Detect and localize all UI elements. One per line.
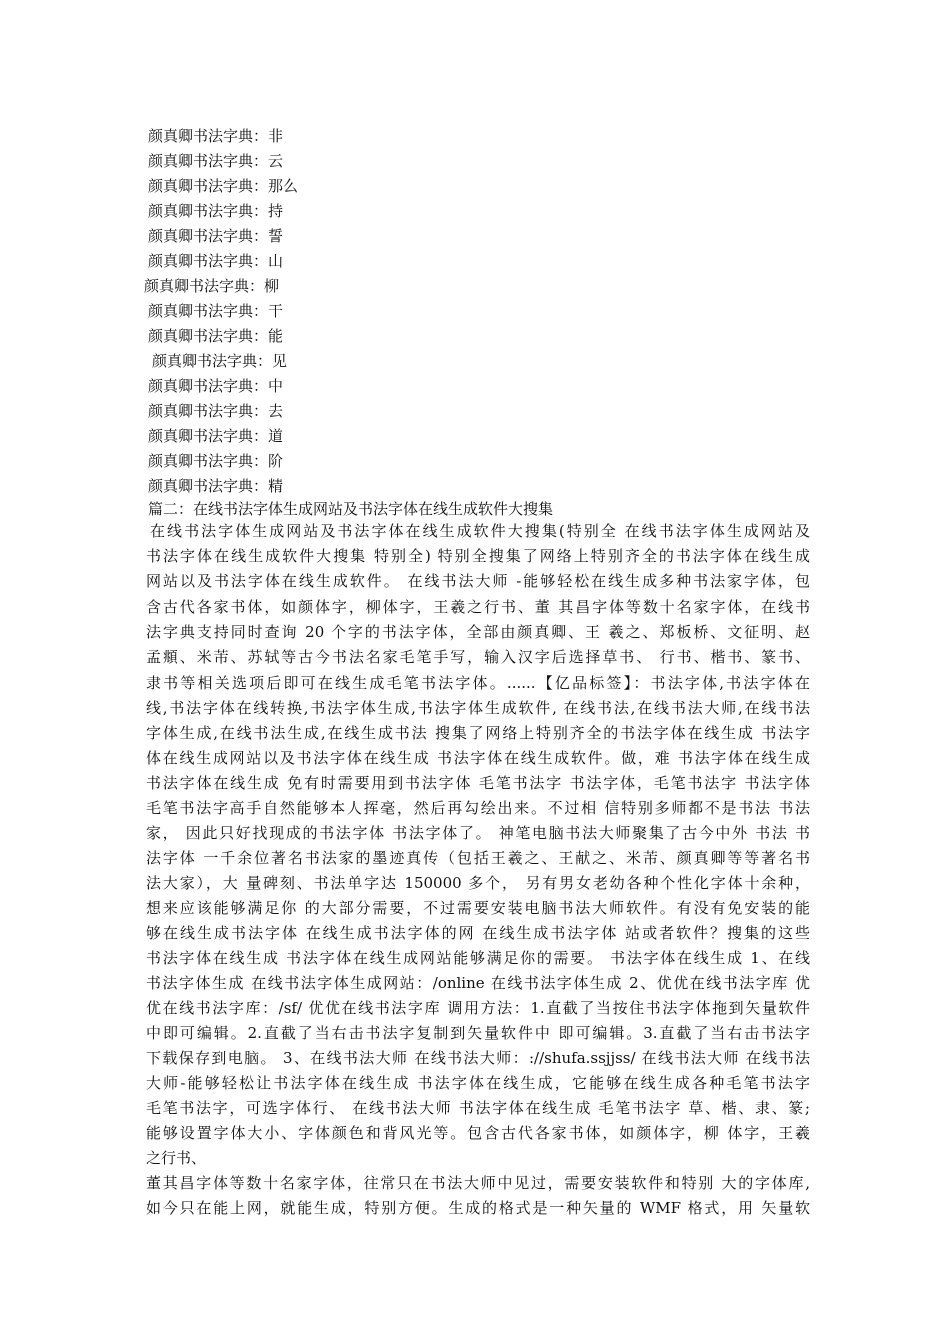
dictionary-entry: 颜真卿书法字典：誓: [148, 227, 284, 245]
body-text-line: 字体生成,在线书法生成,在线生成书法 搜集了网络上特别齐全的书法字体在线生成 书法字: [146, 724, 810, 742]
body-text-line: 书法字体在线生成 书法字体在线生成网站能够满足你的需要。 书法字体在线生成 1、在线: [146, 949, 810, 967]
body-text-line: 想来应该能够满足你 的大部分需要，不过需要安装电脑书法大师软件。有没有免安装的能: [146, 899, 810, 917]
body-text-line: 书法字体在线生成 免有时需要用到书法字体 毛笔书法字 书法字体，毛笔书法字 书法字体: [146, 774, 810, 792]
body-text-line: 优在线书法字库：/sf/ 优优在线书法字库 调用方法：1.直截了当按住书法字体拖到矢量软件: [146, 999, 810, 1017]
body-text-line: 书法字体生成 在线书法字体生成网站：/online 在线书法字体生成 2、优优在线书法字库 优: [146, 974, 810, 992]
dictionary-entry: 颜真卿书法字典：中: [148, 377, 284, 395]
body-text-line: 如今只在能上网，就能生成，特别方便。生成的格式是一种矢量的 WMF 格式，用 矢量软: [146, 1199, 810, 1217]
body-text-line: 下载保存到电脑。 3、在线书法大师 在线书法大师：://shufa.ssjjss/ 在线书法大师 在线书法: [146, 1049, 810, 1067]
body-text-line: 书法字体在线生成软件大搜集 特别全) 特别全搜集了网络上特别齐全的书法字体在线生成: [146, 547, 810, 565]
dictionary-entry: 颜真卿书法字典：去: [148, 402, 284, 420]
body-text-line: 中即可编辑。2.直截了当右击书法字复制到矢量软件中 即可编辑。3.直截了当右击书法字: [146, 1024, 810, 1042]
body-text-line: 法大家），大 量碑刻、书法单字达 150000 多个， 另有男女老幼各种个性化字体十余种，: [146, 874, 810, 892]
body-text-line: 家， 因此只好找现成的书法字体 书法字体了。 神笔电脑书法大师聚集了古今中外 书法 书: [146, 824, 810, 842]
body-text-line: 够在线生成书法字体 在线生成书法字体的网 在线生成书法字体 站或者软件？搜集的这些: [146, 924, 810, 942]
body-text-line: 孟頫、米芾、苏轼等古今书法名家毛笔手写，输入汉字后选择草书、 行书、楷书、篆书、: [146, 648, 810, 666]
body-text-line: 能够设置字体大小、字体颜色和背风光等。包含古代各家书体，如颜体字，柳 体字，王羲: [146, 1124, 810, 1142]
dictionary-entry: 颜真卿书法字典：能: [148, 327, 284, 345]
dictionary-entry: 颜真卿书法字典：道: [148, 427, 284, 445]
body-text-line: 法字体 一千余位著名书法家的墨迹真传（包括王羲之、王献之、米芾、颜真卿等等著名书: [146, 849, 810, 867]
body-text-line: 网站以及书法字体在线生成软件。 在线书法大师 -能够轻松在线生成多种书法家字体，包: [146, 572, 810, 590]
body-text-line: 大师-能够轻松让书法字体在线生成 书法字体在线生成，它能够在线生成各种毛笔书法字: [146, 1074, 810, 1092]
dictionary-entry: 颜真卿书法字典：见: [152, 352, 288, 370]
dictionary-entry: 颜真卿书法字典：非: [148, 127, 284, 145]
dictionary-entry: 颜真卿书法字典：干: [148, 302, 284, 320]
dictionary-entry: 颜真卿书法字典：山: [148, 252, 284, 270]
body-text-line: 线,书法字体在线转换,书法字体生成,书法字体生成软件, 在线书法,在线书法大师,在线书法: [146, 699, 810, 717]
dictionary-entry: 颜真卿书法字典：那么: [148, 177, 299, 195]
body-text-line: 在线书法字体生成网站及书法字体在线生成软件大搜集(特别全 在线书法字体生成网站及: [150, 522, 810, 540]
dictionary-entry: 颜真卿书法字典：阶: [148, 452, 284, 470]
body-text-line: 董其昌字体等数十名家字体，往常只在书法大师中见过，需要安装软件和特别 大的字体库,: [146, 1174, 810, 1192]
body-text-line: 毛笔书法字高手自然能够本人挥毫，然后再勾绘出来。不过相 信特别多师都不是书法 书法: [146, 799, 810, 817]
body-text-line: 隶书等相关选项后即可在线生成毛笔书法字体。......【亿品标签】：书法字体,书法字体在: [146, 674, 810, 692]
section-heading: 篇二：在线书法字体生成网站及书法字体在线生成软件大搜集: [148, 500, 554, 518]
body-text-line: 法字典支持同时查询 20 个字的书法字体，全部由颜真卿、王 羲之、郑板桥、文征明、赵: [146, 623, 810, 641]
body-text-line: 毛笔书法字，可选字体行、 在线书法大师 书法字体在线生成 毛笔书法字 草、楷、隶、篆;: [146, 1099, 810, 1117]
body-text-line: 含古代各家书体，如颜体字，柳体字，王羲之行书、董 其昌字体等数十名家字体，在线书: [146, 598, 810, 616]
body-text-line: 体在线生成网站以及书法字体在线生成 书法字体在线生成软件。做，难 书法字体在线生成: [146, 749, 810, 767]
dictionary-entry: 颜真卿书法字典：柳: [144, 277, 280, 295]
body-text-line: 之行书、: [146, 1149, 207, 1167]
dictionary-entry: 颜真卿书法字典：云: [148, 152, 284, 170]
dictionary-entry: 颜真卿书法字典：持: [148, 202, 284, 220]
dictionary-entry: 颜真卿书法字典：精: [148, 477, 284, 495]
